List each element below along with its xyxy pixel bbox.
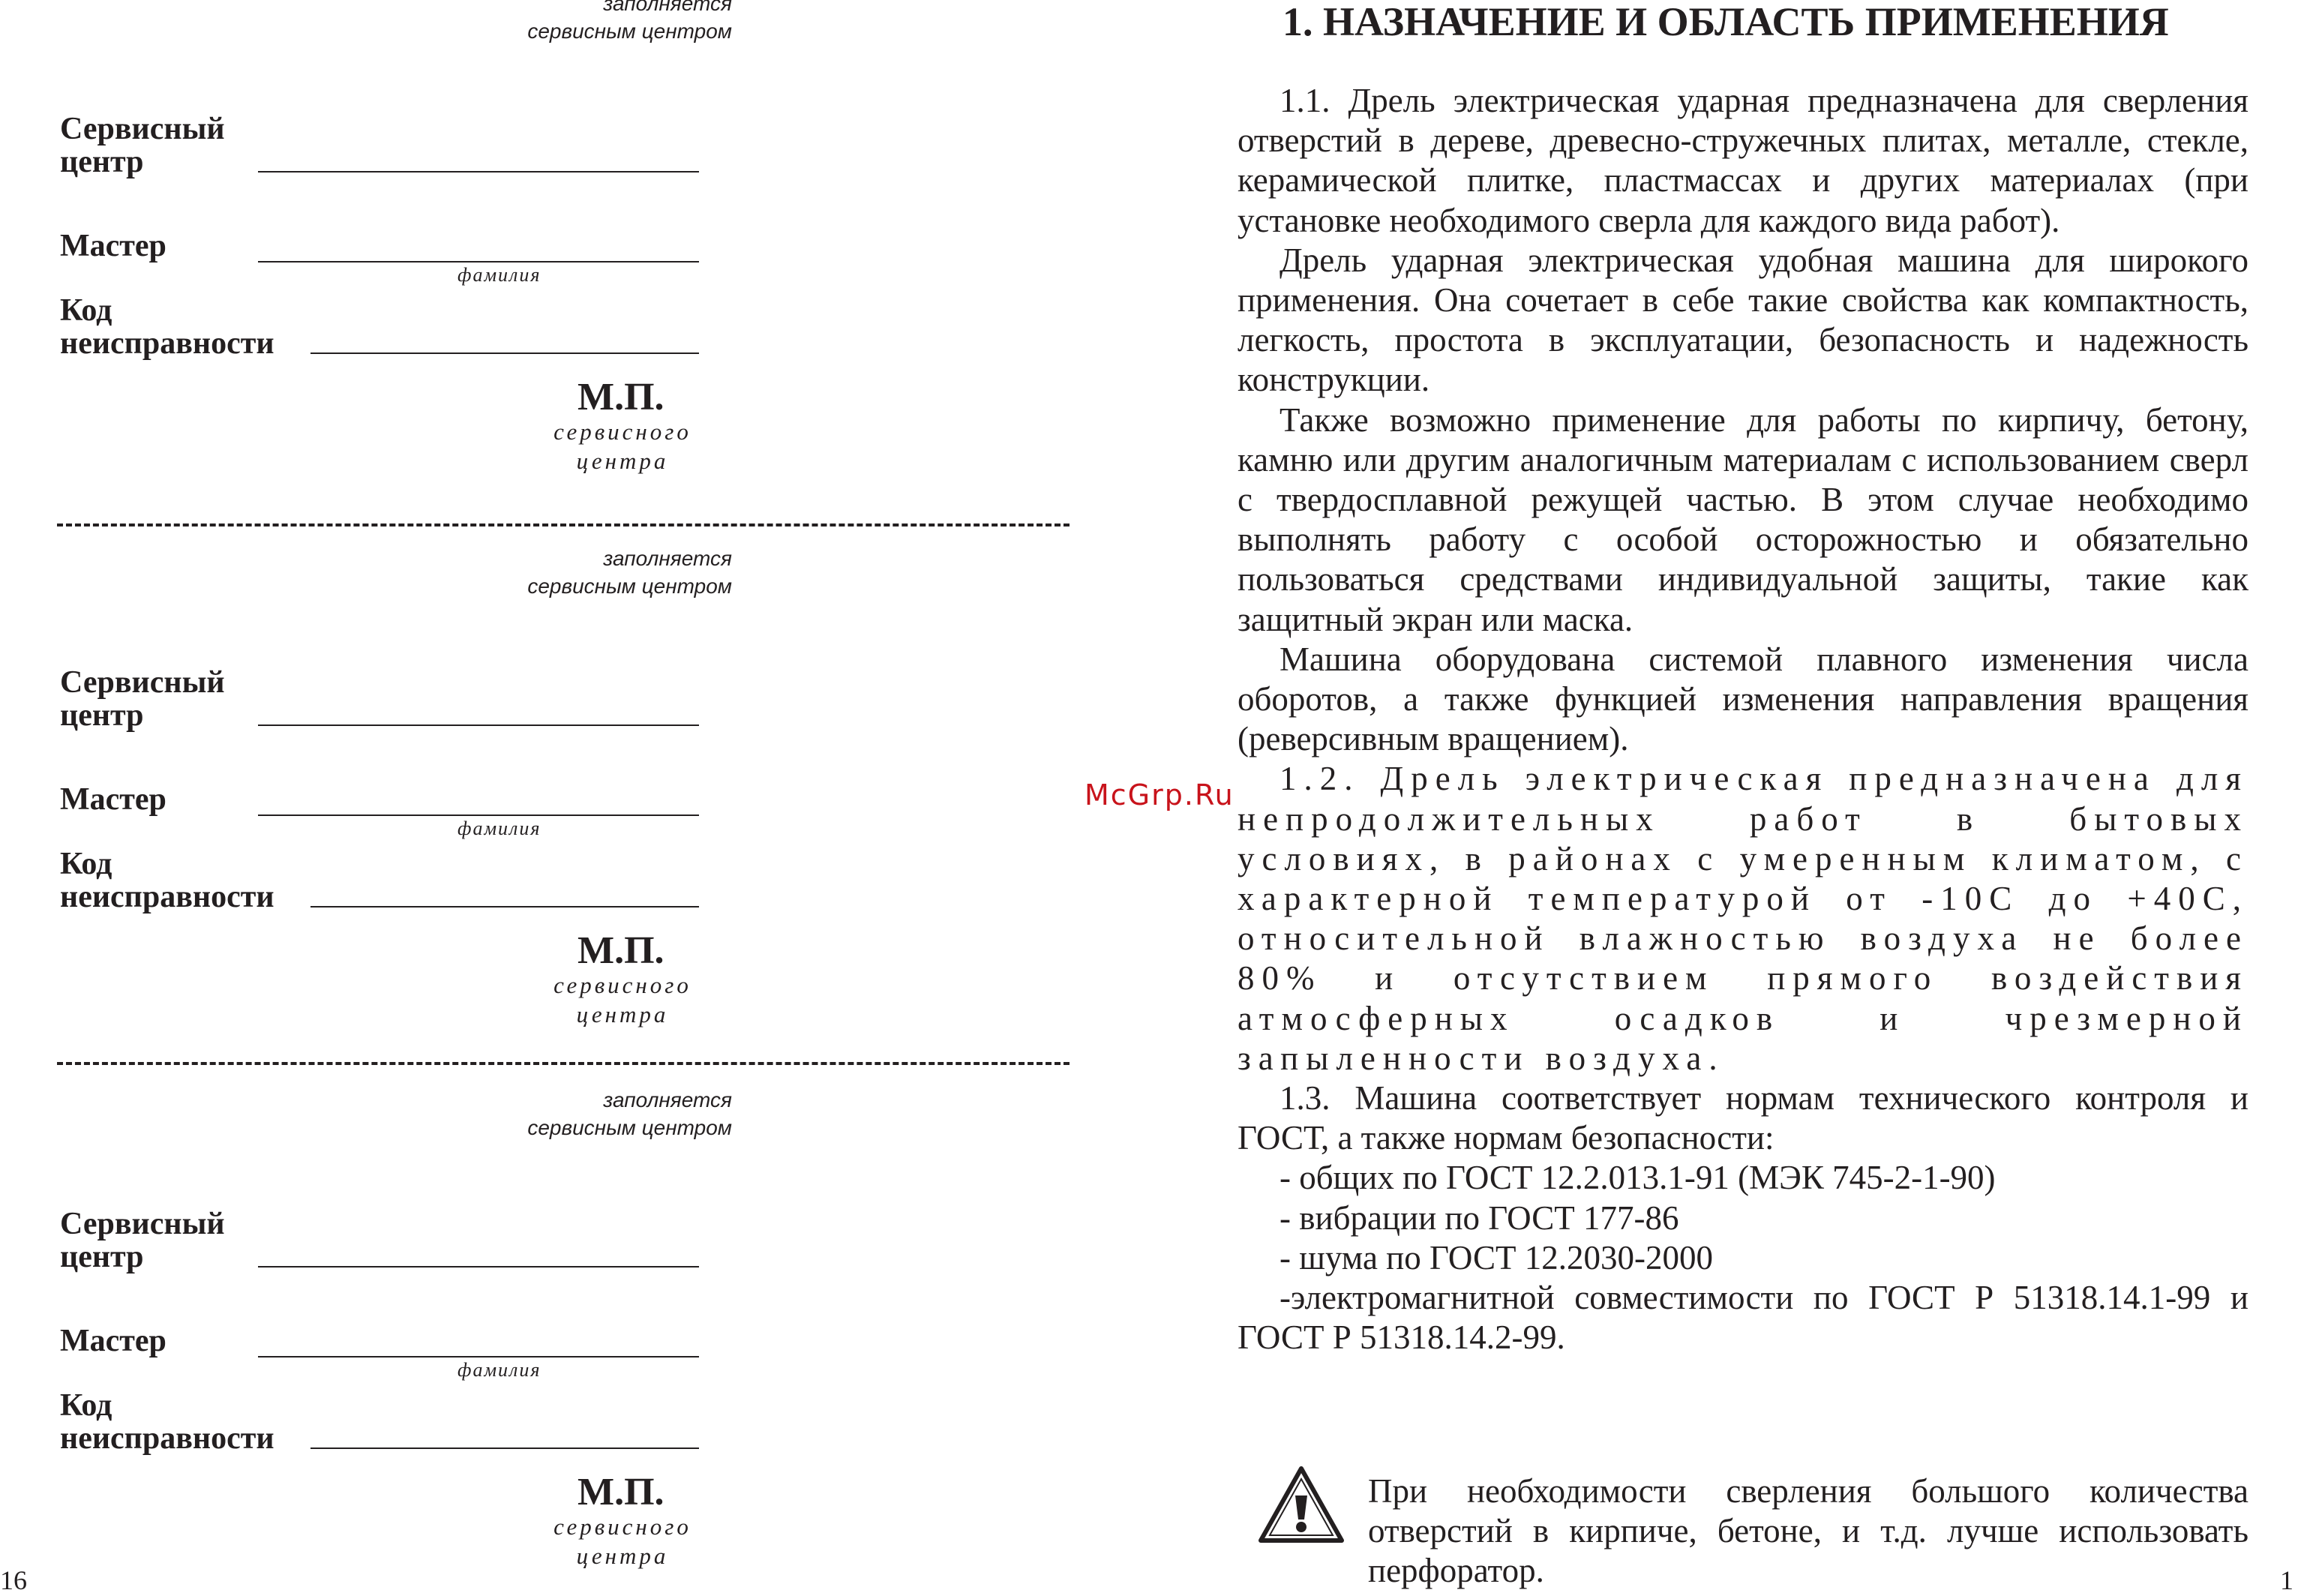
filled-by-service-note: заполняется сервисным центром <box>527 1088 732 1139</box>
stamp-label: М.П. <box>578 376 664 418</box>
filled-by-service-note: заполняется сервисным центром <box>527 0 732 43</box>
paragraph: 1.3. Машина соответствует нормам технического контроля и ГОСТ, а также нормам безопасности: <box>1238 1079 2248 1157</box>
warning-text: При необходимости сверления большого количества отверстий в кирпиче, бетоне, и т.д. лучше использовать перфоратор. <box>1368 1472 2248 1589</box>
paragraph: 1.1. Дрель электрическая ударная предназначена для сверления отверстий в дереве, древесно-стружечных плитах, металле, стекле, керамической плитке, пластмассах и других материалах (при установке необходимого сверла для каждого вида работ). <box>1238 82 2248 239</box>
gost-item: - вибрации по ГОСТ 177-86 <box>1280 1198 1679 1237</box>
master-label: Мастер <box>60 229 166 263</box>
filled-by-service-note: заполняется сервисным центром <box>527 547 732 598</box>
service-center-line <box>258 724 699 726</box>
service-center-label: Сервисный центр <box>60 112 225 179</box>
watermark: McGrp.Ru <box>1084 778 1234 812</box>
service-center-label: Сервисный центр <box>60 665 225 733</box>
gost-item: -электромагнитной совместимости по ГОСТ Р 51318.14.1-99 и ГОСТ Р 51318.14.2-99. <box>1238 1279 2248 1357</box>
master-label: Мастер <box>60 1324 166 1358</box>
surname-hint: фамилия <box>458 818 542 839</box>
master-label: Мастер <box>60 782 166 817</box>
gost-item: - общих по ГОСТ 12.2.013.1-91 (МЭК 745-2-1-90) <box>1280 1159 1996 1197</box>
warning-triangle-icon <box>1257 1464 1346 1545</box>
paragraph: Также возможно применение для работы по кирпичу, бетону, камню или другим аналогичным материалам с использованием сверл с твердосплавной режущей частью. В этом случае необходимо выполнять работу с особой осторожностью и обязательно пользоваться средствами индивидуальной защиты, такие как защитный экран или маска. <box>1238 400 2248 638</box>
body-text <box>1238 81 2248 1358</box>
cut-line <box>57 1062 1070 1065</box>
service-center-label: Сервисный центр <box>60 1207 225 1274</box>
page-number-left: 16 <box>0 1565 27 1595</box>
stamp-sub: сервисного центра <box>554 972 692 1028</box>
fault-code-label: Код неисправности <box>60 293 274 361</box>
gost-item: - шума по ГОСТ 12.2030-2000 <box>1280 1238 1713 1276</box>
stamp-label: М.П. <box>578 929 664 972</box>
master-line <box>258 1356 699 1358</box>
fault-code-line <box>310 1448 699 1449</box>
paragraph: Дрель ударная электрическая удобная машина для широкого применения. Она сочетает в себе такие свойства как компактность, легкость, простота в эксплуатации, безопасность и надежность конструкции. <box>1238 241 2248 399</box>
stamp-sub: сервисного центра <box>554 1514 692 1569</box>
section-heading: 1. НАЗНАЧЕНИЕ И ОБЛАСТЬ ПРИМЕНЕНИЯ <box>1282 0 2169 44</box>
master-line <box>258 814 699 816</box>
fault-code-line <box>310 352 699 354</box>
surname-hint: фамилия <box>458 1359 542 1381</box>
page-number-right: 1 <box>2280 1565 2294 1595</box>
service-center-line <box>258 171 699 172</box>
fault-code-label: Код неисправности <box>60 1388 274 1456</box>
stamp-sub: сервисного центра <box>554 418 692 474</box>
surname-hint: фамилия <box>458 264 542 286</box>
paragraph: Машина оборудована системой плавного изменения числа оборотов, а также функцией изменения направления вращения (реверсивным вращением). <box>1238 640 2248 758</box>
fault-code-line <box>310 906 699 908</box>
service-center-line <box>258 1266 699 1268</box>
fault-code-label: Код неисправности <box>60 847 274 914</box>
paragraph-spaced: 1.2. Дрель электрическая предназначена для непродолжительных работ в бытовых условиях, в районах с умеренным климатом, с характерной температурой от -10С до +40С, относительной влажностью воздуха не более 80% и отсутствием прямого воздействия атмосферных осадков и чрезмерной запыленности воздуха. <box>1238 760 2248 1077</box>
cut-line <box>57 524 1070 526</box>
stamp-label: М.П. <box>578 1471 664 1514</box>
master-line <box>258 261 699 262</box>
